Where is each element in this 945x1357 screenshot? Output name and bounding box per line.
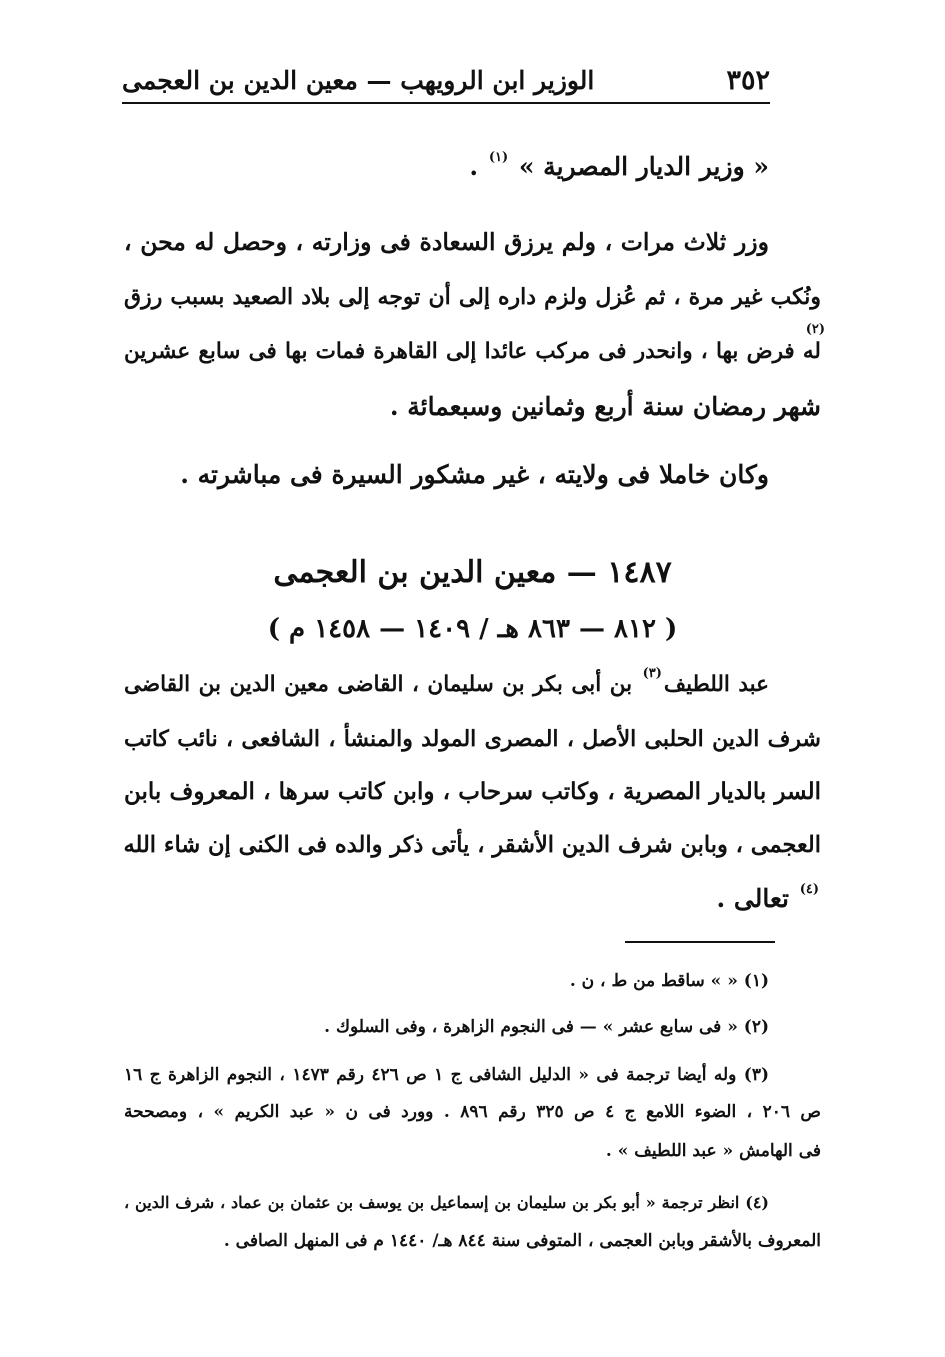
body-line: وزر ثلاث مرات ، ولم يرزق السعادة فى وزارته ، وحصل له محن ، [124,228,769,256]
footnote: فى الهامش « عبد اللطيف » . [605,1141,821,1161]
text-run: تعالى . [716,884,789,913]
text-run: . [469,152,479,181]
footnote-marker: (٣) [642,666,662,681]
footnote: (٢) « فى سابع عشر » — فى النجوم الزاهرة ، وفى السلوك . [324,1017,769,1037]
text-run: عبد اللطيف [663,672,769,697]
entry-title: ١٤٨٧ — معين الدين بن العجمى [273,555,672,590]
footnote: ص ٢٠٦ ، الضوء اللامع ج ٤ ص ٣٢٥ رقم ٨٩٦ . وورد فى ن « عبد الكريم » ، ومصححة [124,1102,821,1122]
entry-dates: ( ٨١٢ — ٨٦٣ هـ / ١٤٠٩ — ١٤٥٨ م ) [267,614,678,644]
body-line [124,882,821,916]
body-line [124,150,769,184]
footnote-marker: (٢) [805,322,825,337]
body-line: له فرض بها ، وانحدر فى مركب عائدا إلى القاهرة فمات بها فى سابع عشرين [124,339,821,364]
footnote: (١) « » ساقط من ط ، ن . [569,971,769,991]
footnote-marker: (٤) [799,882,819,897]
body-line: شهر رمضان سنة أربع وثمانين وسبعمائة . [389,392,821,421]
footnote-marker: (١) [488,150,509,165]
running-title: الوزير ابن الرويهب — معين الدين بن العجمى [122,65,595,95]
footnote: المعروف بالأشقر وبابن العجمى ، المتوفى سنة ٨٤٤ هـ/ ١٤٤٠ م فى المنهل الصافى . [223,1231,821,1251]
body-line: شرف الدين الحلبى الأصل ، المصرى المولد والمنشأ ، الشافعى ، نائب كاتب [124,726,821,752]
footnote-divider [625,941,775,943]
text-run: « وزير الديار المصرية » [518,152,769,181]
body-line: وكان خاملا فى ولايته ، غير مشكور السيرة فى مباشرته . [180,460,769,489]
page-header [122,58,770,104]
footnote: (٤) انظر ترجمة « أبو بكر بن سليمان بن إسماعيل بن يوسف بن عثمان بن عماد ، شرف الدين ، [124,1193,769,1212]
body-line: ونُكب غير مرة ، ثم عُزل ولزم داره إلى أن توجه إلى بلاد الصعيد بسبب رزق [124,284,821,310]
body-line [124,668,769,702]
page-number: ٣٥٢ [726,64,770,96]
footnote: (٣) وله أيضا ترجمة فى « الدليل الشافى ج ١ ص ٤٢٦ رقم ١٤٧٣ ، النجوم الزاهرة ج ١٦ [124,1065,770,1085]
body-line: السر بالديار المصرية ، وكاتب سرحاب ، وابن كاتب سرها ، المعروف بابن [124,778,821,805]
text-run: بن أبى بكر بن سليمان ، القاضى معين الدين بن القاضى [124,672,633,697]
body-line: العجمى ، وبابن شرف الدين الأشقر ، يأتى ذكر والده فى الكنى إن شاء الله [123,832,821,858]
